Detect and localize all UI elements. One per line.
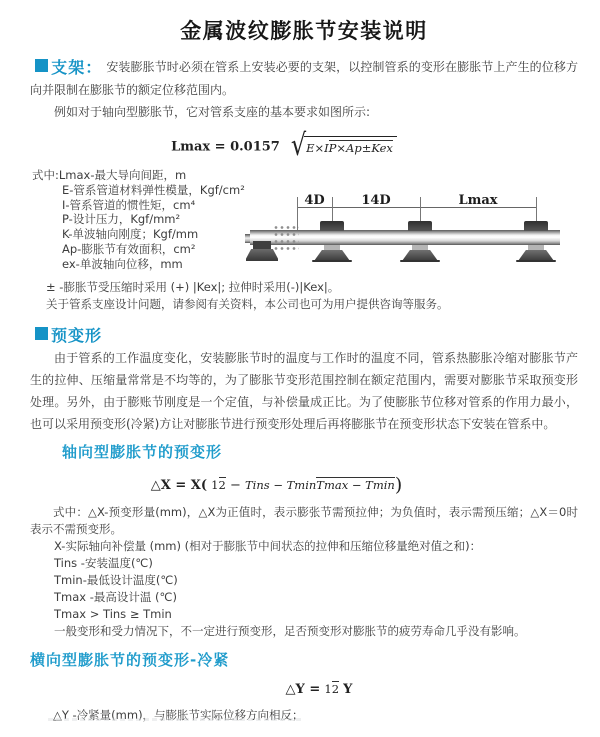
axial-subsection-heading: 轴向型膨胀节的预变形: [62, 442, 223, 461]
definition-line: Tmax > Tins ≥ Tmin: [54, 606, 172, 621]
minus-operator: −: [229, 477, 241, 493]
definition-item: P-设计压力，Kgf/mm²: [62, 212, 181, 227]
page-title: 金属波纹膨胀节安装说明: [180, 19, 428, 43]
pipe-clamp: [320, 221, 344, 231]
axial-definition-lines: [30, 538, 578, 640]
support-intro-paragraph: [30, 56, 578, 101]
guide-support: [516, 193, 556, 263]
definition-line: 一般变形和受力情况下，不一定进行预变形，足否预变形对膨胀节的疲劳寿命几乎没有影响。: [54, 623, 526, 638]
definition-item: K-单波轴向刚度；Kgf/mm: [62, 227, 199, 242]
lmax-formula-lhs: Lmax = 0.0157: [171, 139, 280, 155]
support-paragraph-text: 安装膨胀节时必须在管系上安装必要的支架，以控制管系的变形在膨胀节上产生的位移方向并限制在膨胀节的额定位移范围内。: [30, 60, 578, 97]
anchor-support-block: [253, 241, 271, 250]
anchor-support-base: [246, 249, 278, 261]
definition-line: Tmax -最高设计温 (℃): [54, 589, 177, 604]
definition-line: X-实际轴向补偿量 (mm) (相对于膨胀节中间状态的拉伸和压缩位移量绝对值之和)：: [54, 538, 482, 553]
dimension-label-14d: 14D: [361, 193, 391, 208]
preform-heading-row: [30, 324, 578, 347]
delta-x-explanation: 式中：△X-预变形量(mm)，△X为正值时，表示膨张节需预拉伸；为负值时，表示需预压缩；△X＝0时表示不需预变形。: [30, 504, 578, 536]
definition-line: Tins -安装温度(℃): [54, 555, 153, 570]
scan-artifact-line: [48, 718, 303, 721]
consulting-note: 关于管系支座设计问题，请参阅有关资料，本公司也可为用户提供咨询等服务。: [46, 296, 449, 311]
definition-item: 式中:Lmax-最大导向间距，m: [32, 168, 187, 182]
section-bullet-icon: [35, 59, 48, 72]
one-half-fraction: 12: [211, 477, 226, 492]
dimension-label-lmax: Lmax: [458, 193, 498, 208]
pipe-support-diagram: [245, 193, 565, 288]
delta-y-lhs: △Y =: [285, 681, 321, 697]
plusminus-note: ± -膨胀节受压缩时采用 (+) |Kex|; 拉伸时采用(-)|Kex|。: [46, 279, 340, 294]
delta-y-explanation: △Y -冷紧量(mm)，与膨胀节实际位移方向相反；: [53, 707, 304, 722]
definition-item: I-管系管道的惯性矩，cm⁴: [62, 197, 196, 212]
temperature-fraction: Tins − TminTmax − Tmin: [245, 477, 395, 492]
one-half-fraction: 12: [324, 681, 340, 696]
delta-x-close-paren: ): [394, 473, 403, 496]
lateral-subsection-heading: 横向型膨胀节的预变形-冷紧: [30, 650, 230, 669]
lmax-formula-denominator: P×Ap±Kex: [328, 140, 393, 155]
delta-x-formula: [30, 474, 523, 496]
delta-x-lhs: △X = X(: [150, 477, 208, 493]
delta-y-rhs: Y: [343, 681, 353, 697]
preform-paragraph: 由于管系的工作温度变化，安装膨胀节时的温度与工作时的温度不同，管系热膨胀冷缩对膨胀节产生的拉伸、压缩量常常是不均等的，为了膨胀节变形范围控制在额定范围内，需要对膨胀节采取预变形处理。另外，由于膨账节刚度是一个定值，与补偿量成正比。为了使膨胀节位移对管系的作用力最小，也可以采用预变形(冷紧)方让对膨胀节进行预变形处理后再将膨胀节在预变形状态下安装在管系中。: [30, 350, 578, 431]
definition-line: Tmin-最低设计温度(℃): [54, 572, 178, 587]
support-example-paragraph: 例如对于轴向型膨胀节，它对管系支座的基本要求如图所示:: [54, 105, 371, 119]
pipe-clamp: [408, 221, 432, 231]
guide-support: [312, 193, 352, 263]
lmax-formula-numerator: E×I: [306, 140, 329, 155]
pipe-clamp: [524, 221, 548, 231]
support-foot-bar: [312, 260, 352, 262]
support-foot-bar: [516, 260, 556, 262]
definition-item: Ap-膨胀节有效面积，cm²: [62, 241, 196, 256]
definition-item: E-管系管道材料弹性模量，Kgf/cm²: [62, 182, 245, 197]
preform-section-heading: 预变形: [51, 325, 103, 345]
definition-item: ex-单波轴向位移，mm: [62, 256, 183, 271]
guide-support: [400, 193, 440, 263]
dimension-label-4d: 4D: [304, 193, 325, 208]
section-bullet-icon: [35, 327, 48, 340]
support-foot-bar: [400, 260, 440, 262]
support-section-heading: 支架：: [51, 58, 103, 77]
lmax-formula: [30, 128, 538, 163]
delta-y-formula: [60, 682, 578, 697]
sqrt-radical: √E×IP×Ap±Kex: [289, 133, 397, 159]
bellows-expansion-joint: [272, 223, 299, 251]
